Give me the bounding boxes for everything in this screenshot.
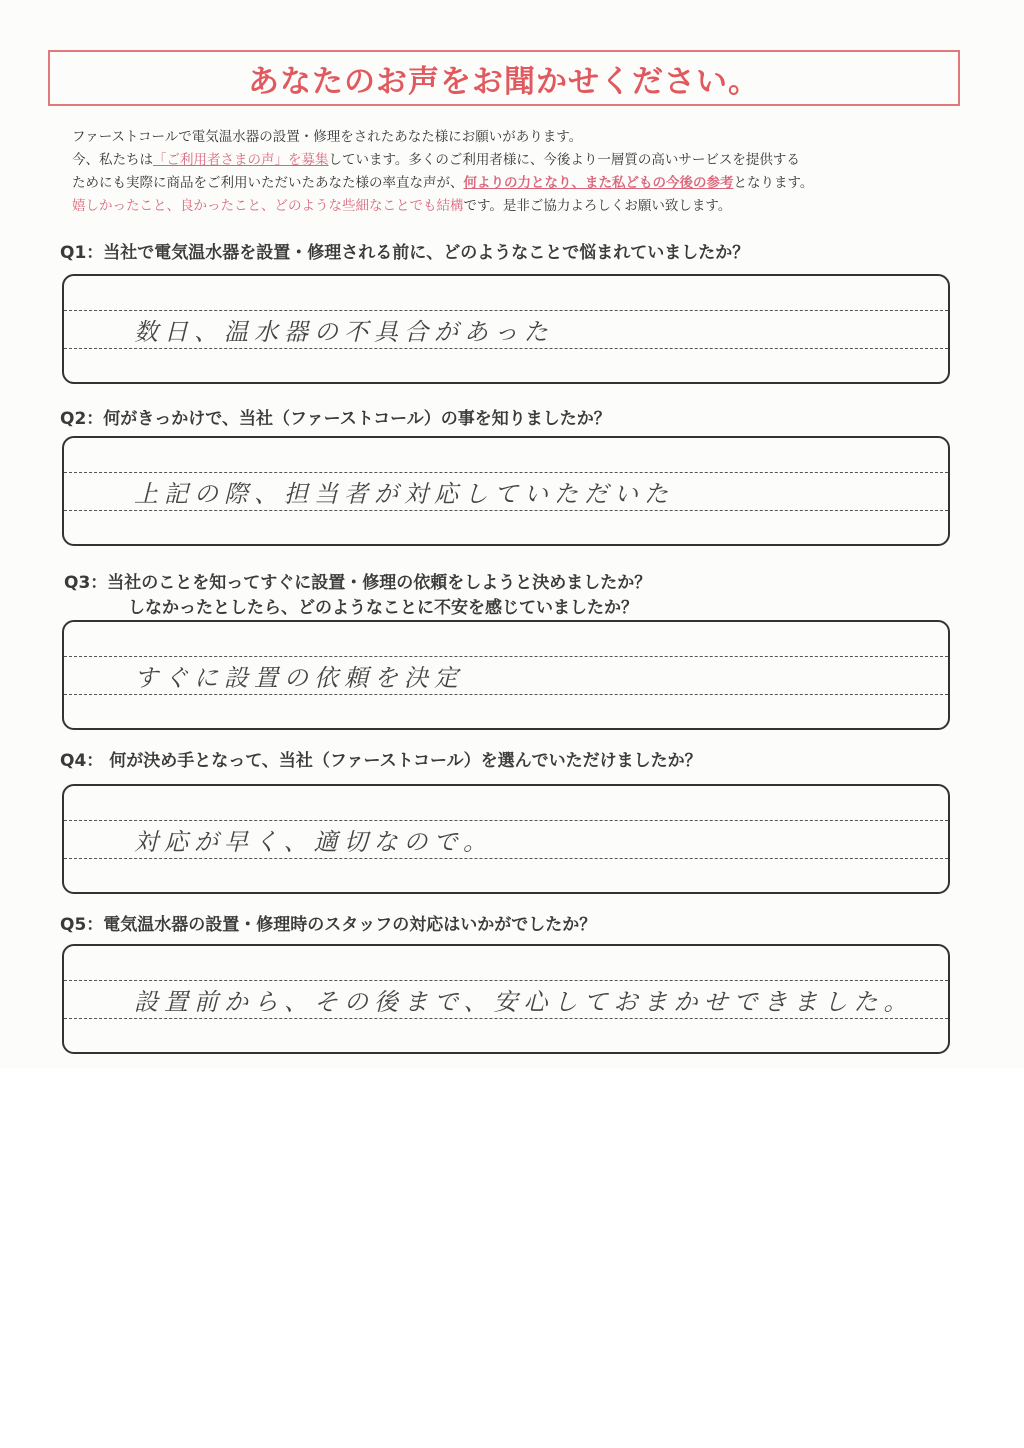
question-3 xyxy=(60,568,960,618)
intro-text xyxy=(72,126,952,218)
answer-box-4[interactable] xyxy=(62,784,950,894)
answer-box-1[interactable] xyxy=(62,274,950,384)
answer-3-handwriting: すぐに設置の依頼を決定 xyxy=(134,664,464,692)
dashed-line xyxy=(64,656,948,657)
dashed-line xyxy=(64,472,948,473)
answer-box-2[interactable] xyxy=(62,436,950,546)
intro-line-2: 今、私たちは「ご利用者さまの声」を募集しています。多くのご利用者様に、今後より一層質の高いサービスを提供する xyxy=(72,152,800,168)
dashed-line xyxy=(64,694,948,695)
intro-line-3: ためにも実際に商品をご利用いただいたあなた様の率直な声が、何よりの力となり、また私どもの今後の参考となります。 xyxy=(72,175,814,191)
highlight-anything: 嬉しかったこと、良かったこと、どのような些細なことでも結構 xyxy=(72,198,464,214)
answer-4-handwriting: 対応が早く、適切なので。 xyxy=(134,828,494,856)
answer-box-5[interactable] xyxy=(62,944,950,1054)
dashed-line xyxy=(64,858,948,859)
answer-5-handwriting: 設置前から、その後まで、安心しておまかせできました。 xyxy=(134,988,914,1016)
question-4: Q4： 何が決め手となって、当社（ファーストコール）を選んでいただけましたか？ xyxy=(60,751,702,771)
question-5: Q5：電気温水器の設置・修理時のスタッフの対応はいかがでしたか？ xyxy=(60,915,597,935)
dashed-line xyxy=(64,348,948,349)
intro-line-1: ファーストコールで電気温水器の設置・修理をされたあなた様にお願いがあります。 xyxy=(72,129,583,145)
highlight-voice-recruit: 「ご利用者さまの声」を募集 xyxy=(153,152,329,168)
answer-box-3[interactable] xyxy=(62,620,950,730)
dashed-line xyxy=(64,1018,948,1019)
answer-1-handwriting: 数日、温水器の不具合があった xyxy=(134,318,554,346)
page-title: あなたのお声をお聞かせください。 xyxy=(248,63,760,100)
dashed-line xyxy=(64,510,948,511)
intro-line-4: 嬉しかったこと、良かったこと、どのような些細なことでも結構です。是非ご協力よろしくお願い致します。 xyxy=(72,198,732,214)
dashed-line xyxy=(64,980,948,981)
dashed-line xyxy=(64,310,948,311)
question-3-line-2: しなかったとしたら、どのようなことに不安を感じていましたか？ xyxy=(128,598,638,618)
title-banner xyxy=(48,50,960,106)
dashed-line xyxy=(64,820,948,821)
highlight-strength: 何よりの力となり、また私どもの今後の参考 xyxy=(463,175,734,191)
answer-2-handwriting: 上記の際、担当者が対応していただいた xyxy=(134,480,674,508)
question-1: Q1：当社で電気温水器を設置・修理される前に、どのようなことで悩まれていましたか？ xyxy=(60,243,750,263)
question-3-line-1: Q3：当社のことを知ってすぐに設置・修理の依頼をしようと決めましたか？ xyxy=(64,573,652,593)
question-2: Q2：何がきっかけで、当社（ファーストコール）の事を知りましたか？ xyxy=(60,409,611,429)
